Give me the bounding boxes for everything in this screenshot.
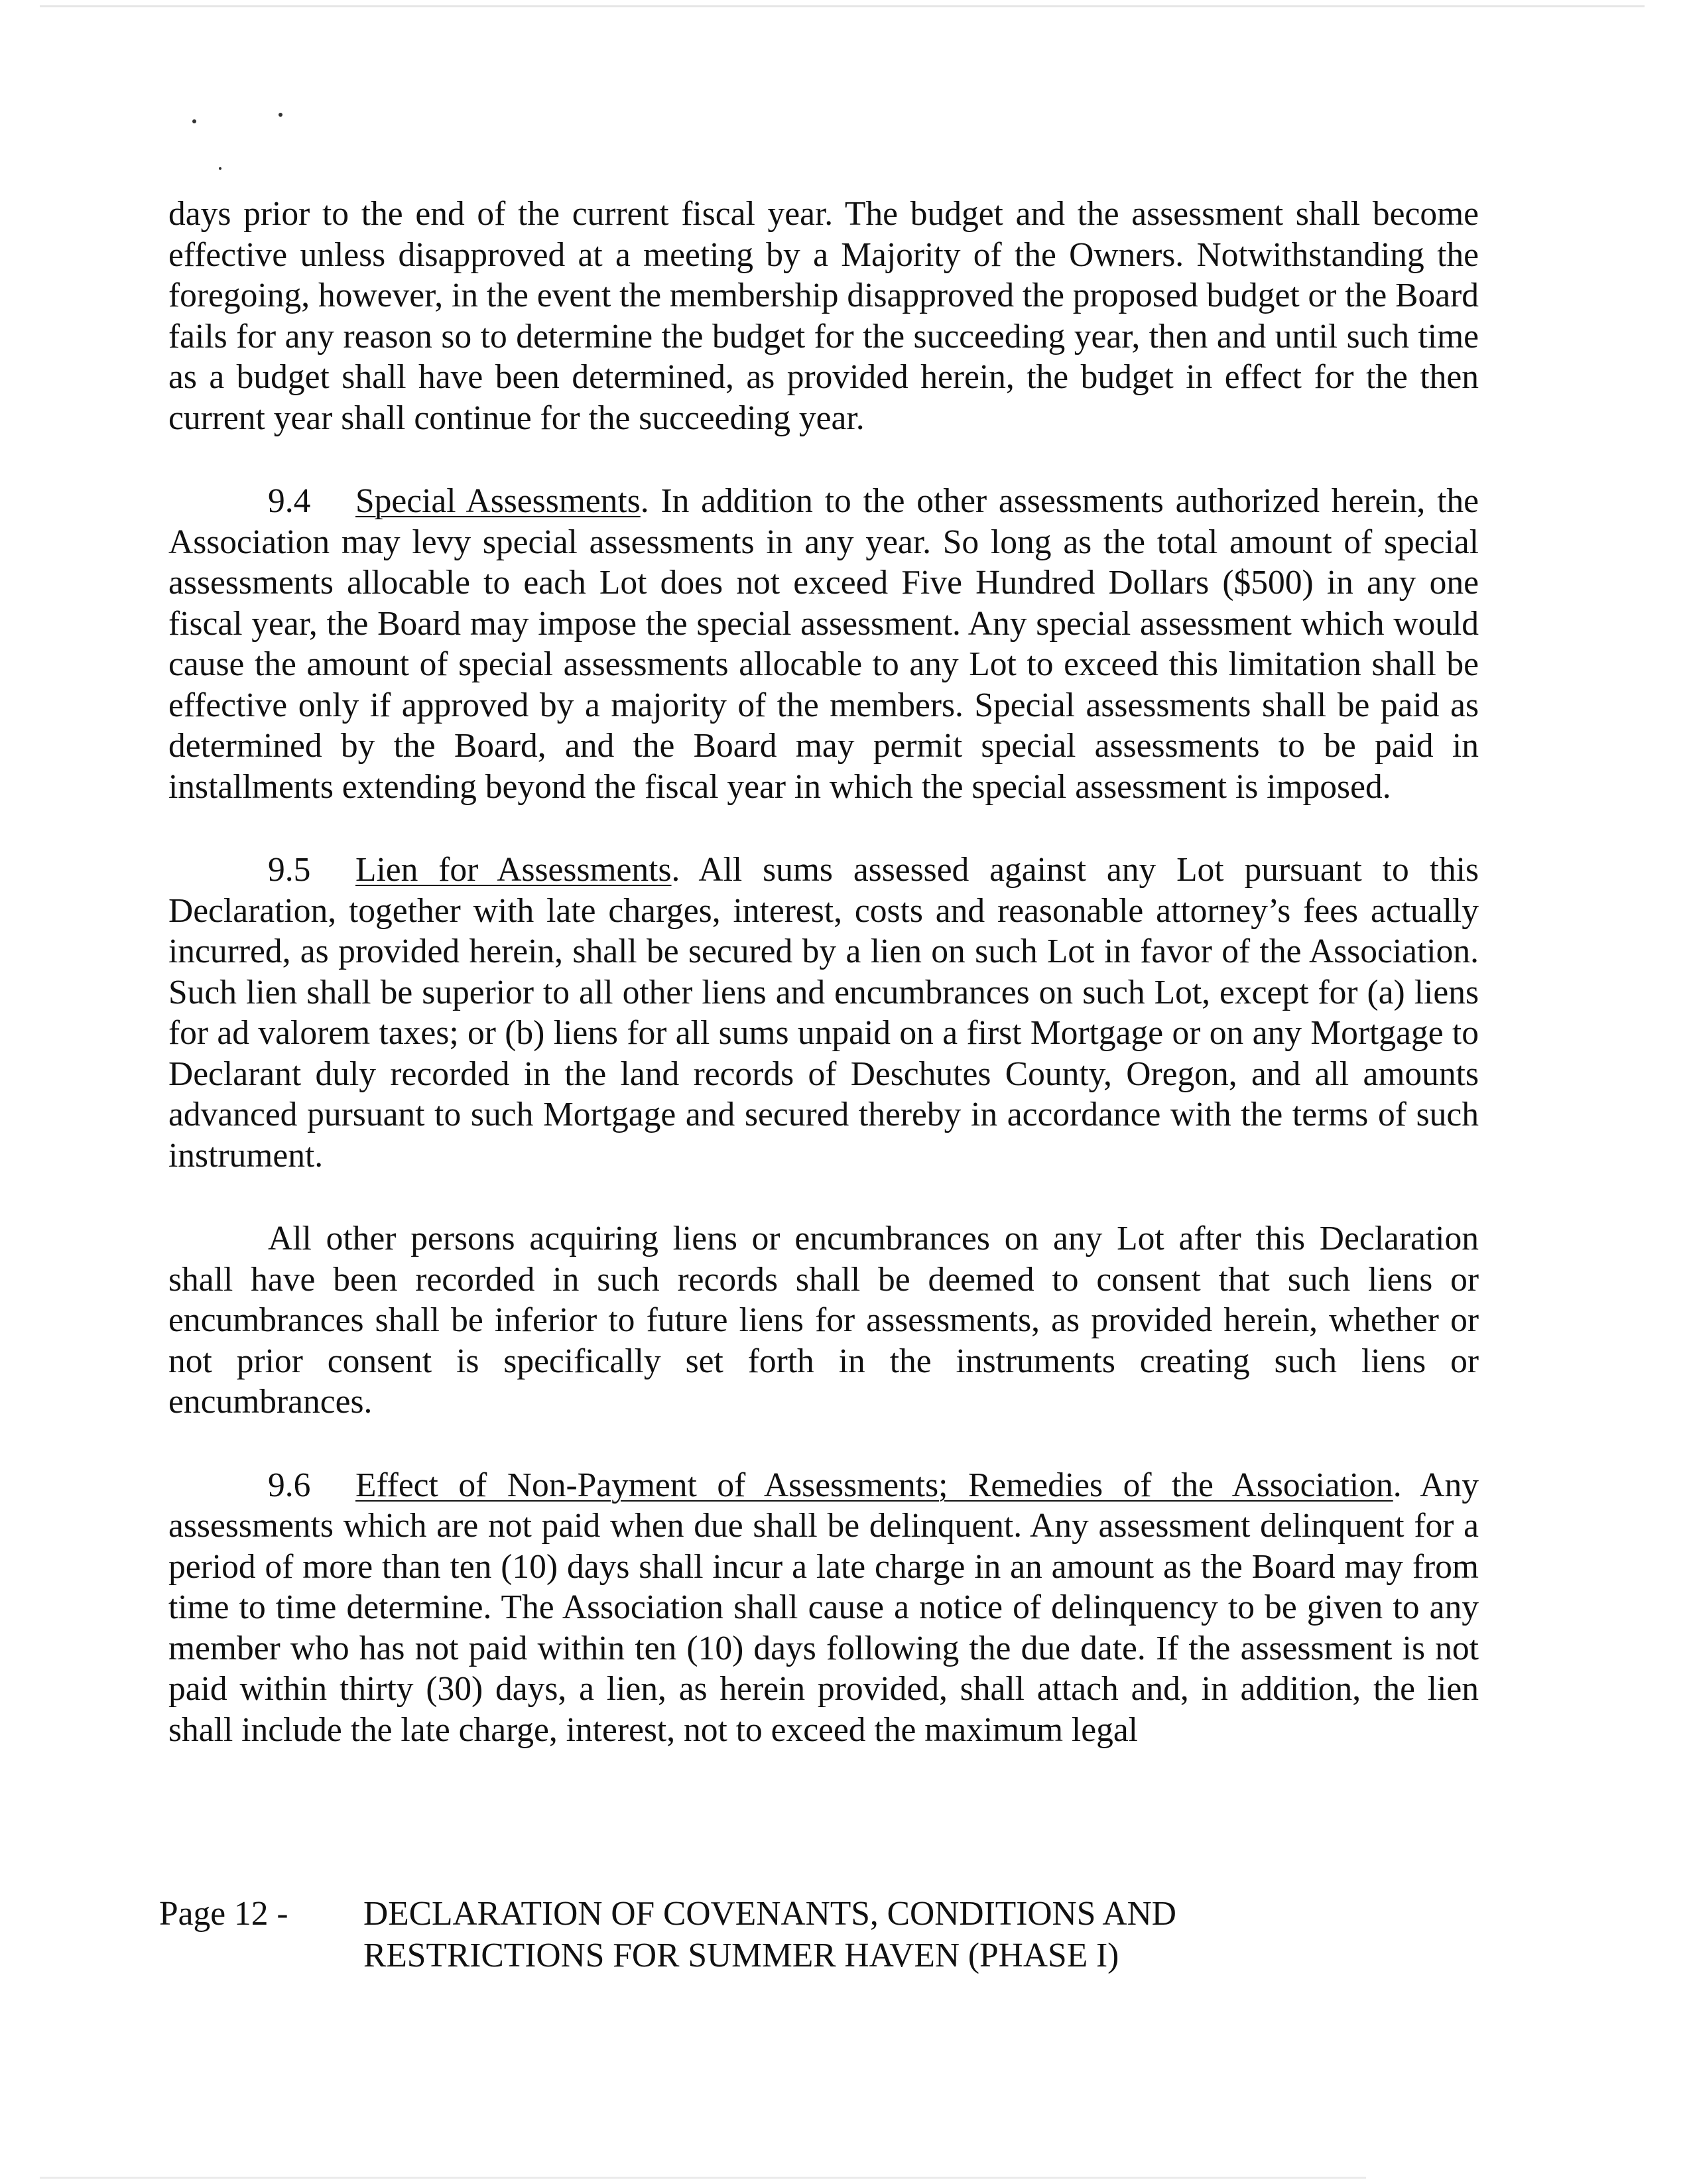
section-title-punctuation: . xyxy=(640,482,649,520)
scan-speck xyxy=(192,119,196,123)
section-9-4 xyxy=(168,481,1479,807)
page-number-label: Page 12 - xyxy=(159,1895,288,1933)
footer-title-line-2: RESTRICTIONS FOR SUMMER HAVEN (PHASE I) xyxy=(363,1937,1119,1974)
intro-paragraph: days prior to the end of the current fiscal year. The budget and the assessment shall become effective unless disapproved at a meeting by a Majority of the Owners. Notwithstanding the foregoing, however, in the event the membership disapproved the proposed budget or the Board fails for any reason so to determine the budget for the succeeding year, then and until such time as a budget shall have been determined, as provided herein, the budget in effect for the then current year shall continue for the succeeding year. xyxy=(168,195,1479,437)
section-number: 9.4 xyxy=(268,482,311,520)
section-title-punctuation: . xyxy=(1393,1466,1402,1504)
scan-artifact-top xyxy=(40,5,1645,7)
section-9-6 xyxy=(168,1465,1479,1751)
section-number: 9.5 xyxy=(268,851,311,889)
footer-title-line-1: DECLARATION OF COVENANTS, CONDITIONS AND xyxy=(363,1895,1176,1933)
section-title: Lien for Assessments xyxy=(355,851,672,889)
scan-speck xyxy=(279,113,282,117)
section-text: In addition to the other assessments authorized herein, the Association may levy special assessments in any year. So long as the total amount of special assessments allocable to each Lot does not exceed Five Hundred Dollars ($500) in any one fiscal year, the Board may impose the special assessment. Any special assessment which would cause the amount of special assessments allocable to any Lot to exceed this limitation shall be effective only if approved by a majority of the members. Special assessments shall be paid as determined by the Board, and the Board may permit special assessments to be paid in installments extending beyond the fiscal year in which the special assessment is imposed. xyxy=(168,482,1479,806)
section-text: All sums assessed against any Lot pursuant to this Declaration, together with late charges, interest, costs and reasonable attorney’s fees actually incurred, as provided herein, shall be secured by a lien on such Lot in favor of the Association. Such lien shall be superior to all other liens and encumbrances on such Lot, except for (a) liens for ad valorem taxes; or (b) liens for all sums unpaid on a first Mortgage or on any Mortgage to Declarant duly recorded in the land records of Deschutes County, Oregon, and all amounts advanced pursuant to such Mortgage and secured thereby in accordance with the terms of such instrument. xyxy=(168,851,1479,1175)
scan-artifact-bottom xyxy=(40,2177,1366,2179)
scan-speck xyxy=(219,167,221,170)
lien-followup-paragraph: All other persons acquiring liens or encumbrances on any Lot after this Declaration shall have been recorded in such records shall be deemed to consent that such liens or encumbrances shall be inferior to future liens for assessments, as provided herein, whether or not prior consent is specifically set forth in the instruments creating such liens or encumbrances. xyxy=(168,1220,1479,1421)
section-number: 9.6 xyxy=(268,1466,311,1504)
document-body xyxy=(168,194,1479,1793)
section-text: Any assessments which are not paid when due shall be delinquent. Any assessment delinquent for a period of more than ten (10) days shall incur a late charge in an amount as the Board may from time to time determine. The Association shall cause a notice of delinquency to be given to any member who has not paid within ten (10) days following the due date. If the assessment is not paid within thirty (30) days, a lien, as herein provided, shall attach and, in addition, the lien shall include the late charge, interest, not to exceed the maximum legal xyxy=(168,1466,1479,1749)
section-title: Special Assessments xyxy=(355,482,641,520)
footer-document-title xyxy=(363,1893,1358,1976)
section-title-punctuation: . xyxy=(671,851,680,889)
section-title: Effect of Non-Payment of Assessments; Remedies of the Association xyxy=(355,1466,1393,1504)
section-9-5 xyxy=(168,850,1479,1176)
